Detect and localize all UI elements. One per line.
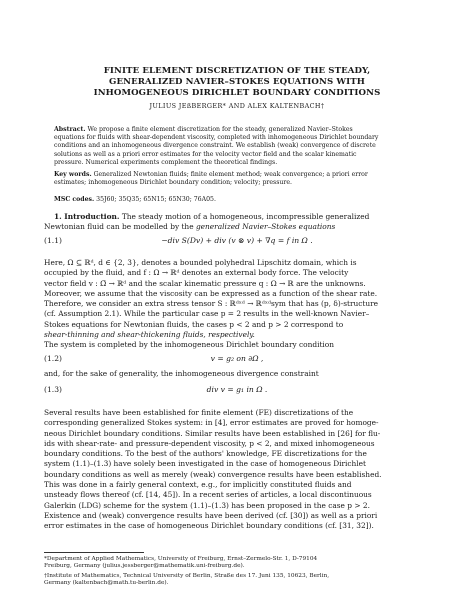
footnote-rule bbox=[44, 552, 144, 553]
equation-1-1 bbox=[44, 236, 430, 248]
text-line: boundary conditions. To the best of the authors' knowledge, FE discretizations for the bbox=[44, 449, 367, 459]
authors: JULIUS JEßBERGER* AND ALEX KALTENBACH† bbox=[149, 102, 325, 110]
equation-number: (1.1) bbox=[44, 236, 63, 245]
footnote-line: †Institute of Mathematics, Technical University of Berlin, Straße des 17. Juni 135, 10623, Berlin, bbox=[44, 573, 330, 579]
paragraph-4 bbox=[44, 408, 430, 532]
msc-label: MSC codes. bbox=[54, 196, 95, 203]
text-line: occupied by the fluid, and f : Ω → ℝᵈ denotes an external body force. The velocity bbox=[44, 268, 349, 278]
text-line: The system is completed by the inhomogeneous Dirichlet boundary condition bbox=[44, 340, 334, 350]
text-line: Galerkin (LDG) scheme for the system (1.1)–(1.3) has been proposed in the case p > 2. bbox=[44, 500, 370, 510]
text-line: Therefore, we consider an extra stress tensor S : ℝᵈˣᵈ → ℝᵈˣᵈsym that has (p, δ)-structure bbox=[44, 299, 379, 309]
msc-text: 35J60; 35Q35; 65N15; 65N30; 76A05. bbox=[96, 196, 216, 203]
text-line: ids with shear-rate- and pressure-dependent viscosity, p < 2, and mixed inhomogeneous bbox=[44, 438, 375, 448]
paragraph-3: and, for the sake of generality, the inhomogeneous divergence constraint bbox=[44, 369, 319, 378]
equation-expression: div v = g₁ in Ω . bbox=[206, 385, 268, 394]
paragraph-2 bbox=[44, 258, 430, 351]
keywords bbox=[54, 171, 420, 187]
intro-text: Newtonian fluid can be modelled by the bbox=[44, 222, 194, 232]
section-heading: 1. Introduction. bbox=[54, 212, 120, 221]
footnote-2 bbox=[44, 573, 430, 588]
text-line: Several results have been established for finite element (FE) discretizations of the bbox=[44, 408, 354, 417]
text-line: Existence and (weak) convergence results have been derived (cf. [30]) as well as a priori bbox=[44, 510, 378, 520]
equation-1-3 bbox=[44, 385, 430, 397]
title-line: INHOMOGENEOUS DIRICHLET BOUNDARY CONDITIONS bbox=[93, 88, 381, 98]
text-line: corresponding generalized Stokes system: in [4], error estimates are proved for homoge- bbox=[44, 418, 379, 428]
text-line: (cf. Assumption 2.1). While the particular case p = 2 results in the well-known Navier– bbox=[44, 309, 370, 319]
text-line: unsteady flows thereof (cf. [14, 45]). In a recent series of articles, a local discontinuous bbox=[44, 490, 372, 500]
keywords-line: Generalized Newtonian fluids; finite element method; weak convergence; a priori error bbox=[93, 171, 368, 178]
abstract-line: conditions and an inhomogeneous divergence constraint. We establish (weak) convergence of discrete bbox=[54, 142, 376, 150]
text-line: Here, Ω ⊆ ℝᵈ, d ∈ {2, 3}, denotes a bounded polyhedral Lipschitz domain, which is bbox=[44, 258, 357, 267]
footnote-1 bbox=[44, 556, 430, 571]
text-line: error estimates in the case of homogeneous Dirichlet boundary conditions (cf. [31, 32]). bbox=[44, 521, 374, 531]
text-line: neous Dirichlet boundary conditions. Similar results have been established in [26] for flu- bbox=[44, 428, 381, 438]
abstract-line: equations for fluids with shear-dependent viscosity, completed with inhomogeneous Dirichlet boundary bbox=[54, 134, 379, 142]
abstract-label: Abstract. bbox=[54, 126, 86, 133]
text-line: Stokes equations for Newtonian fluids, the cases p < 2 and p > 2 correspond to bbox=[44, 319, 344, 329]
abstract-line: solutions as well as a priori error estimates for the velocity vector field and the scalar kinematic bbox=[54, 150, 357, 158]
footnote-line: Freiburg, Germany (julius.jessberger@mathematik.uni-freiburg.de). bbox=[44, 563, 245, 570]
intro-italic: generalized Navier–Stokes equations bbox=[195, 222, 336, 232]
footnote-line: *Department of Applied Mathematics, University of Freiburg, Ernst–Zermelo-Str. 1, D-79104 bbox=[44, 556, 318, 562]
text-line: shear-thinning and shear-thickening fluids, respectively. bbox=[44, 330, 255, 340]
equation-number: (1.3) bbox=[44, 385, 63, 394]
title-line: FINITE ELEMENT DISCRETIZATION OF THE STEADY, bbox=[103, 66, 371, 76]
equation-expression: −div S(Dv) + div (v ⊗ v) + ∇q = f in Ω . bbox=[161, 236, 313, 245]
intro-paragraph bbox=[44, 212, 430, 233]
equation-number: (1.2) bbox=[44, 354, 63, 363]
text-line: Moreover, we assume that the viscosity can be expressed as a function of the shear rate. bbox=[44, 288, 378, 298]
equation-1-2 bbox=[44, 354, 430, 366]
msc-codes bbox=[54, 196, 420, 204]
text-line: This was done in a fairly general context, e.g., for implicitly constituted fluids and bbox=[44, 480, 352, 490]
title-line: GENERALIZED NAVIER–STOKES EQUATIONS WITH bbox=[109, 77, 365, 87]
intro-text: The steady motion of a homogeneous, incompressible generalized bbox=[121, 212, 370, 221]
text-line: boundary conditions as well as merely (weak) convergence results have been established. bbox=[44, 469, 382, 479]
paper-title bbox=[60, 66, 414, 99]
text-line: system (1.1)–(1.3) have solely been investigated in the case of homogeneous Dirichlet bbox=[44, 459, 366, 469]
keywords-line: estimates; inhomogeneous Dirichlet boundary condition; velocity; pressure. bbox=[54, 179, 292, 187]
abstract bbox=[54, 126, 420, 167]
keywords-label: Key words. bbox=[54, 171, 92, 178]
footnote-line: Germany (kaltenbach@math.tu-berlin.de). bbox=[44, 580, 169, 587]
text-line: vector field v : Ω̄ → ℝᵈ and the scalar kinematic pressure q : Ω → ℝ are the unknowns. bbox=[44, 278, 366, 288]
equation-expression: v = g₂ on ∂Ω , bbox=[210, 354, 264, 363]
abstract-line: pressure. Numerical experiments complement the theoretical findings. bbox=[54, 158, 278, 166]
abstract-line: We propose a finite element discretization for the steady, generalized Navier–Stokes bbox=[87, 126, 353, 133]
